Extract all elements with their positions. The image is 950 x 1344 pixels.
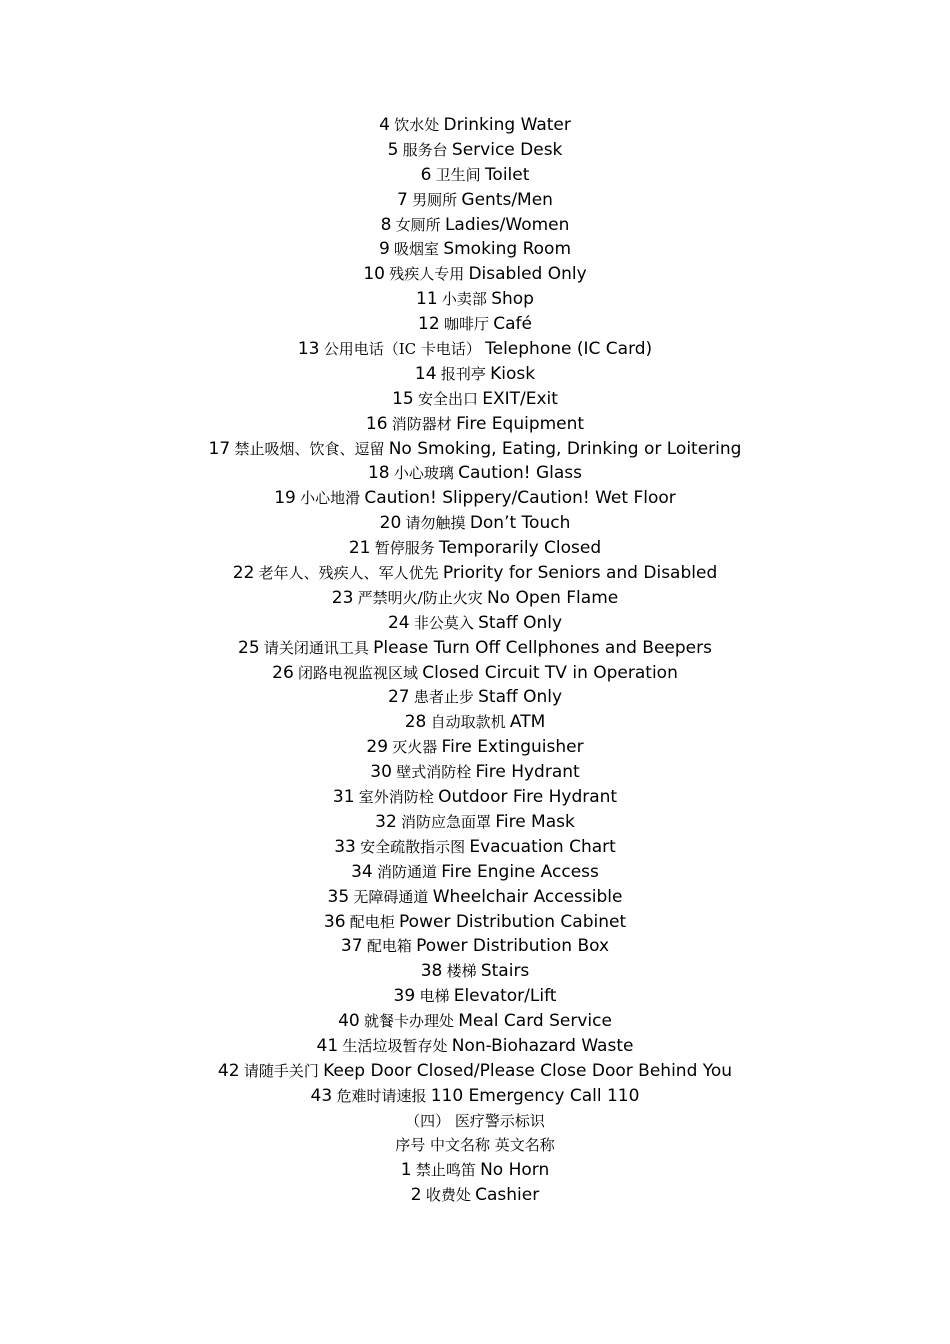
item-chinese-name: 楼梯 xyxy=(446,962,477,981)
item-chinese-name: 吸烟室 xyxy=(394,240,440,259)
item-chinese-name: 报刊亭 xyxy=(440,364,486,383)
item-english-name: Don’t Touch xyxy=(469,513,571,534)
item-chinese-name: 灭火器 xyxy=(392,738,438,757)
item-number: 31 xyxy=(332,787,355,808)
item-english-name: Caution! Glass xyxy=(458,463,583,484)
list-item xyxy=(0,437,950,462)
item-chinese-name: 消防通道 xyxy=(377,862,438,881)
list-item xyxy=(0,511,950,536)
item-english-name: Outdoor Fire Hydrant xyxy=(438,787,618,808)
list-item xyxy=(0,661,950,686)
list-item xyxy=(0,860,950,885)
item-chinese-name: 小心地滑 xyxy=(300,489,361,508)
list-item xyxy=(0,536,950,561)
item-english-name: Fire Engine Access xyxy=(441,861,599,882)
item-chinese-name: 咖啡厅 xyxy=(443,315,489,334)
item-chinese-name: 配电箱 xyxy=(366,937,412,956)
list-item xyxy=(0,138,950,163)
item-english-name: Toilet xyxy=(484,164,530,185)
item-chinese-name: 服务台 xyxy=(402,140,448,159)
item-english-name: Disabled Only xyxy=(468,264,587,285)
item-chinese-name: 残疾人专用 xyxy=(389,265,465,284)
item-english-name: Gents/Men xyxy=(461,189,553,210)
sign-list-general xyxy=(0,113,950,1109)
item-number: 22 xyxy=(232,563,255,584)
item-english-name: Shop xyxy=(491,289,534,310)
list-item xyxy=(0,785,950,810)
item-number: 8 xyxy=(380,214,392,235)
item-chinese-name: 患者止步 xyxy=(413,688,474,707)
item-english-name: No Open Flame xyxy=(486,587,619,608)
item-english-name: Caution! Slippery/Caution! Wet Floor xyxy=(364,488,676,509)
item-number: 28 xyxy=(404,712,427,733)
item-english-name: Priority for Seniors and Disabled xyxy=(442,563,718,584)
item-chinese-name: 闭路电视监视区域 xyxy=(298,663,419,682)
list-item xyxy=(0,611,950,636)
item-english-name: Power Distribution Cabinet xyxy=(399,911,627,932)
item-number: 17 xyxy=(208,438,231,459)
item-chinese-name: 自动取款机 xyxy=(430,713,506,732)
item-english-name: Café xyxy=(493,314,532,335)
item-english-name: Cashier xyxy=(475,1184,540,1205)
item-number: 42 xyxy=(217,1060,240,1081)
list-item xyxy=(0,885,950,910)
item-english-name: Fire Extinguisher xyxy=(441,737,584,758)
item-english-name: Elevator/Lift xyxy=(453,986,557,1007)
list-item xyxy=(0,1084,950,1109)
list-item xyxy=(0,412,950,437)
item-english-name: Fire Equipment xyxy=(456,413,585,434)
item-number: 38 xyxy=(420,961,443,982)
list-item xyxy=(0,1034,950,1059)
list-item xyxy=(0,1158,950,1183)
item-chinese-name: 公用电话（IC 卡电话） xyxy=(323,340,481,359)
item-number: 24 xyxy=(387,612,410,633)
list-item xyxy=(0,262,950,287)
item-number: 13 xyxy=(297,339,320,360)
item-chinese-name: 饮水处 xyxy=(394,116,440,134)
item-chinese-name: 老年人、残疾人、军人优先 xyxy=(258,564,439,583)
item-number: 1 xyxy=(400,1159,412,1180)
item-number: 41 xyxy=(316,1035,339,1056)
item-number: 39 xyxy=(393,986,416,1007)
list-item xyxy=(0,934,950,959)
item-chinese-name: 暂停服务 xyxy=(374,539,435,558)
list-item xyxy=(0,835,950,860)
column-headers: 序号 中文名称 英文名称 xyxy=(395,1135,555,1154)
list-item xyxy=(0,910,950,935)
list-item xyxy=(0,287,950,312)
item-chinese-name: 男厕所 xyxy=(412,190,458,209)
item-english-name: Drinking Water xyxy=(443,115,571,135)
item-chinese-name: 消防应急面罩 xyxy=(401,812,492,831)
item-number: 12 xyxy=(418,314,440,335)
item-number: 27 xyxy=(387,687,410,708)
item-chinese-name: 电梯 xyxy=(419,987,450,1006)
item-number: 30 xyxy=(370,762,392,783)
item-english-name: Meal Card Service xyxy=(458,1011,612,1032)
item-chinese-name: 安全出口 xyxy=(417,389,478,408)
item-number: 35 xyxy=(327,886,350,907)
item-chinese-name: 请随手关门 xyxy=(243,1061,319,1080)
item-number: 9 xyxy=(378,239,390,260)
list-item xyxy=(0,586,950,611)
list-item xyxy=(0,188,950,213)
item-english-name: Closed Circuit TV in Operation xyxy=(422,662,678,683)
item-number: 19 xyxy=(274,488,296,509)
list-item xyxy=(0,1059,950,1084)
item-english-name: Wheelchair Accessible xyxy=(432,886,623,907)
item-number: 16 xyxy=(365,413,388,434)
item-number: 29 xyxy=(366,737,389,758)
item-number: 34 xyxy=(351,861,373,882)
list-item xyxy=(0,810,950,835)
item-english-name: Kiosk xyxy=(490,363,536,384)
item-chinese-name: 请勿触摸 xyxy=(405,514,466,533)
item-chinese-name: 消防器材 xyxy=(391,414,452,433)
item-number: 26 xyxy=(272,662,294,683)
item-chinese-name: 无障碍通道 xyxy=(353,887,429,906)
item-english-name: Fire Mask xyxy=(495,811,575,832)
item-number: 36 xyxy=(323,911,346,932)
list-item xyxy=(0,685,950,710)
item-number: 7 xyxy=(397,189,408,210)
item-chinese-name: 非公莫入 xyxy=(413,613,474,632)
list-item xyxy=(0,337,950,362)
list-item xyxy=(0,735,950,760)
item-english-name: Staff Only xyxy=(478,612,563,633)
item-number: 2 xyxy=(410,1184,422,1205)
item-english-name: Stairs xyxy=(480,961,530,982)
item-number: 14 xyxy=(414,363,437,384)
item-english-name: Telephone (IC Card) xyxy=(485,339,653,360)
item-english-name: ATM xyxy=(509,712,546,733)
item-number: 25 xyxy=(238,637,260,658)
item-number: 37 xyxy=(340,936,363,957)
list-item xyxy=(0,486,950,511)
item-number: 40 xyxy=(338,1011,360,1032)
item-chinese-name: 室外消防栓 xyxy=(358,788,434,807)
item-english-name: Temporarily Closed xyxy=(439,538,602,559)
item-chinese-name: 配电柜 xyxy=(349,912,395,931)
item-chinese-name: 女厕所 xyxy=(395,215,441,234)
item-english-name: 110 Emergency Call 110 xyxy=(430,1085,640,1106)
list-item xyxy=(0,636,950,661)
item-chinese-name: 就餐卡办理处 xyxy=(363,1012,454,1031)
item-english-name: Ladies/Women xyxy=(444,214,570,235)
item-chinese-name: 请关闭通讯工具 xyxy=(263,638,369,657)
item-number: 10 xyxy=(363,264,385,285)
item-chinese-name: 卫生间 xyxy=(435,165,481,184)
item-chinese-name: 禁止吸烟、饮食、逗留 xyxy=(234,439,385,458)
item-english-name: Evacuation Chart xyxy=(469,836,616,857)
section-heading: （四） 医疗警示标识 xyxy=(405,1111,545,1130)
item-number: 6 xyxy=(420,164,432,185)
list-item xyxy=(0,312,950,337)
list-item xyxy=(0,561,950,586)
list-item xyxy=(0,213,950,238)
list-item xyxy=(0,362,950,387)
item-chinese-name: 安全疏散指示图 xyxy=(360,837,466,856)
item-chinese-name: 小卖部 xyxy=(441,290,487,309)
item-chinese-name: 禁止鸣笛 xyxy=(415,1160,476,1179)
list-item xyxy=(0,237,950,262)
item-number: 32 xyxy=(375,811,397,832)
list-item xyxy=(0,710,950,735)
item-chinese-name: 小心玻璃 xyxy=(393,464,454,483)
item-english-name: Fire Hydrant xyxy=(475,762,580,783)
sign-list-medical xyxy=(0,1158,950,1208)
item-number: 33 xyxy=(334,836,356,857)
item-chinese-name: 生活垃圾暂存处 xyxy=(342,1036,448,1055)
item-english-name: Staff Only xyxy=(478,687,563,708)
list-item xyxy=(0,387,950,412)
item-number: 23 xyxy=(331,587,354,608)
item-english-name: Smoking Room xyxy=(443,239,572,260)
item-english-name: Service Desk xyxy=(451,139,563,160)
item-number: 5 xyxy=(387,139,399,160)
list-item xyxy=(0,760,950,785)
item-number: 18 xyxy=(367,463,390,484)
item-chinese-name: 危难时请速报 xyxy=(336,1086,427,1105)
item-chinese-name: 收费处 xyxy=(425,1185,471,1204)
item-english-name: No Horn xyxy=(480,1159,550,1180)
item-english-name: Power Distribution Box xyxy=(416,936,610,957)
item-english-name: Please Turn Off Cellphones and Beepers xyxy=(373,637,712,658)
item-chinese-name: 壁式消防栓 xyxy=(396,763,472,782)
item-number: 20 xyxy=(379,513,402,534)
list-item xyxy=(0,1183,950,1208)
item-english-name: No Smoking, Eating, Drinking or Loitering xyxy=(388,438,742,459)
document-page xyxy=(0,113,950,1207)
item-number: 21 xyxy=(348,538,371,559)
list-item xyxy=(0,984,950,1009)
list-item xyxy=(0,461,950,486)
list-item xyxy=(0,163,950,188)
list-item xyxy=(0,113,950,138)
item-chinese-name: 严禁明火/防止火灾 xyxy=(357,588,483,607)
item-english-name: Keep Door Closed/Please Close Door Behind You xyxy=(323,1060,733,1081)
item-number: 11 xyxy=(416,289,438,310)
item-english-name: Non-Biohazard Waste xyxy=(451,1035,634,1056)
list-item xyxy=(0,1009,950,1034)
list-item xyxy=(0,959,950,984)
item-number: 4 xyxy=(379,115,390,135)
item-number: 43 xyxy=(310,1085,333,1106)
item-english-name: EXIT/Exit xyxy=(482,388,558,409)
item-number: 15 xyxy=(392,388,414,409)
